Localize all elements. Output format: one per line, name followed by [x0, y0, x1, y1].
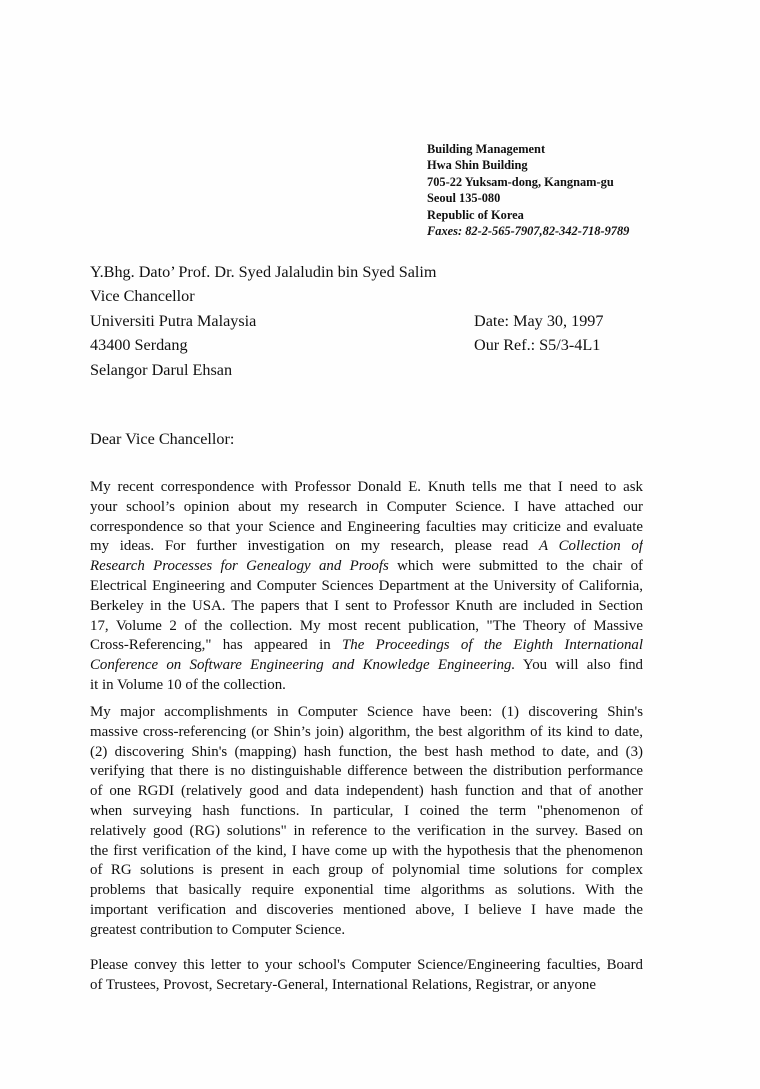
paragraph-line: greatest contribution to Computer Science.	[90, 921, 346, 938]
paragraph-line: my ideas. For further investigation on my research, please read A Collection of	[90, 538, 643, 555]
body-paragraph-1	[90, 478, 643, 696]
paragraph-line: Berkeley in the USA. The papers that I sent to Professor Knuth are included in Section	[90, 597, 643, 614]
italic-title: The Proceedings of the Eighth International	[342, 637, 643, 654]
paragraph-line: massive cross-referencing (or Shin’s join) algorithm, the best algorithm of its kind to date,	[90, 723, 643, 740]
sender-fax-numbers: Faxes: 82-2-565-7907,82-342-718-9789	[427, 224, 630, 239]
paragraph-line: when surveying hash functions. In particular, I coined the term "phenomenon of	[90, 802, 643, 819]
sender-line: Hwa Shin Building	[427, 158, 528, 173]
paragraph-line: it in Volume 10 of the collection.	[90, 676, 286, 693]
paragraph-line: correspondence so that your Science and Engineering faculties may criticize and evaluate	[90, 518, 643, 535]
paragraph-line: Conference on Software Engineering and Knowledge Engineering. You will also find	[90, 657, 643, 674]
paragraph-line: verifying that there is no distinguishable difference between the distribution performance	[90, 763, 643, 780]
paragraph-line: your school’s opinion about my research in Computer Science. I have attached our	[90, 498, 643, 515]
paragraph-line: Cross-Referencing," has appeared in The Proceedings of the Eighth International	[90, 637, 643, 654]
paragraph-line: Research Processes for Genealogy and Proofs which were submitted to the chair of	[90, 558, 643, 575]
paragraph-line: My major accomplishments in Computer Science have been: (1) discovering Shin's	[90, 704, 643, 720]
paragraph-line: of RG solutions is present in each group of polynomial time solutions for complex	[90, 862, 643, 879]
date-reference-block	[474, 309, 603, 358]
paragraph-line: Please convey this letter to your school's Computer Science/Engineering faculties, Board	[90, 957, 643, 973]
salutation: Dear Vice Chancellor:	[90, 430, 235, 448]
sender-line: Republic of Korea	[427, 207, 524, 222]
recipient-institution: Universiti Putra Malaysia	[90, 311, 257, 330]
recipient-name: Y.Bhg. Dato’ Prof. Dr. Syed Jalaludin bin Syed Salim	[90, 263, 437, 281]
letter-reference: Our Ref.: S5/3-4L1	[474, 336, 601, 355]
italic-title: A Collection of	[539, 538, 643, 555]
sender-letterhead	[427, 141, 629, 239]
paragraph-line: the first verification of the kind, I have come up with the hypothesis that the phenomenon	[90, 842, 643, 859]
paragraph-line: problems that basically require exponential time algorithms as solutions. With the	[90, 882, 643, 899]
paragraph-line: 17, Volume 2 of the collection. My most recent publication, "The Theory of Massive	[90, 617, 643, 634]
body-paragraph-3	[90, 956, 643, 996]
sender-line: Building Management	[427, 142, 546, 156]
body-paragraph-2	[90, 703, 643, 941]
italic-title: Conference on Software Engineering and Knowledge Engineering.	[90, 657, 516, 674]
recipient-title: Vice Chancellor	[90, 287, 195, 306]
paragraph-line: relatively good (RG) solutions" in reference to the verification in the survey. Based on	[90, 822, 643, 839]
paragraph-line: (2) discovering Shin's (mapping) hash function, the best hash method to date, and (3)	[90, 743, 643, 760]
paragraph-line: My recent correspondence with Professor Donald E. Knuth tells me that I need to ask	[90, 479, 643, 495]
letter-date: Date: May 30, 1997	[474, 312, 604, 330]
paragraph-line: of Trustees, Provost, Secretary-General, International Relations, Registrar, or anyone	[90, 976, 596, 993]
recipient-state: Selangor Darul Ehsan	[90, 360, 233, 379]
paragraph-line: Electrical Engineering and Computer Sciences Department at the University of California,	[90, 577, 643, 594]
italic-title: Research Processes for Genealogy and Proofs	[90, 558, 389, 575]
paragraph-line: of one RGDI (relatively good and data independent) hash function and that of another	[90, 783, 643, 800]
paragraph-line: important verification and discoveries mentioned above, I believe I have made the	[90, 901, 643, 918]
recipient-postcode-city: 43400 Serdang	[90, 336, 188, 355]
recipient-address	[90, 260, 437, 382]
sender-line: 705-22 Yuksam-dong, Kangnam-gu	[427, 174, 614, 189]
sender-line: Seoul 135-080	[427, 191, 501, 206]
